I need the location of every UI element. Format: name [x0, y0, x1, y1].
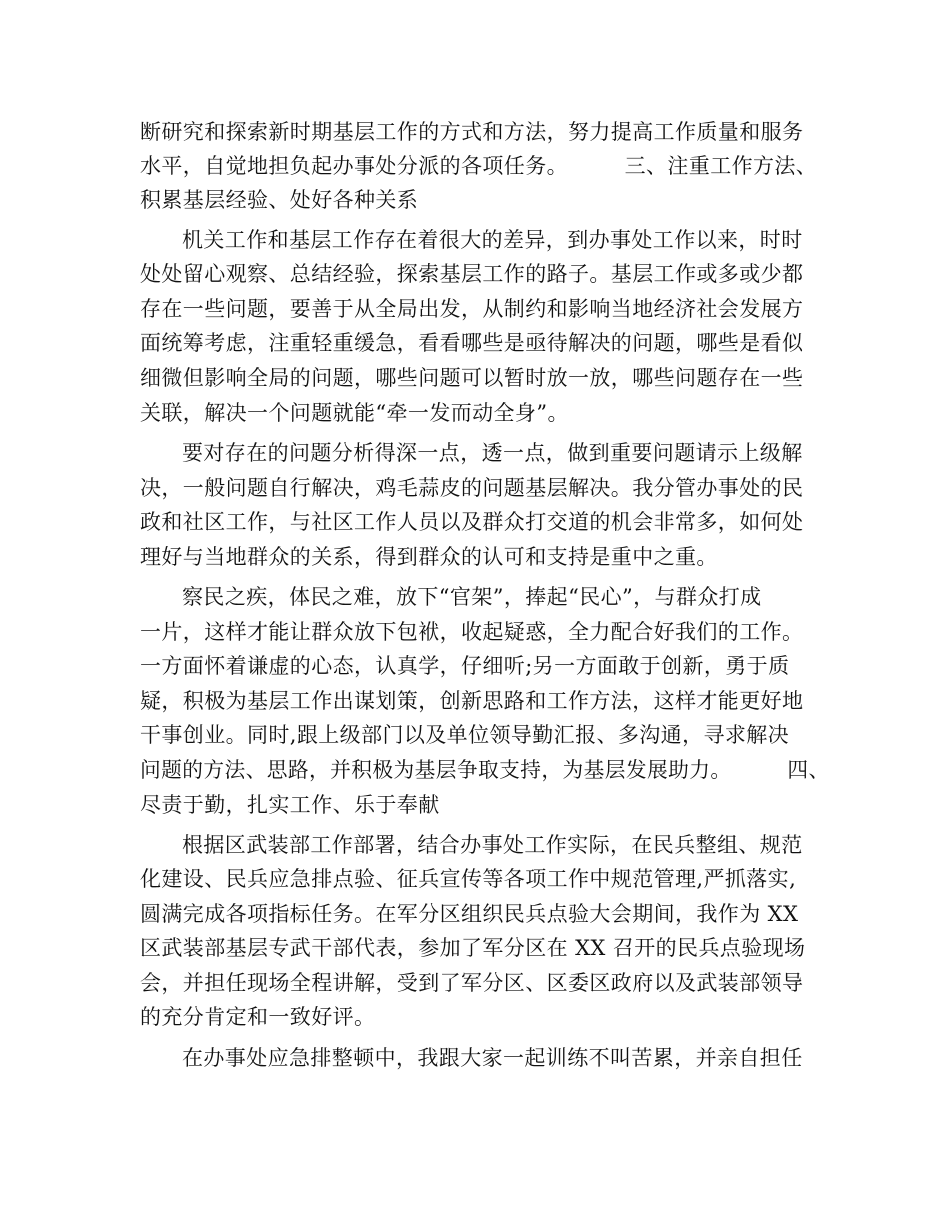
section-heading-line: 尽责于勤，扎实工作、乐于奉献	[140, 793, 440, 817]
text-line: 断研究和探索新时期基层工作的方式和方法，努力提高工作质量和服务	[140, 120, 804, 144]
text-line: 的充分肯定和一致好评。	[140, 1005, 376, 1029]
text-line: 会，并担任现场全程讲解，受到了军分区、区委区政府以及武装部领导	[140, 971, 804, 995]
paragraph-first-line: 要对存在的问题分析得深一点，透一点，做到重要问题请示上级解	[182, 441, 803, 465]
text-line: 存在一些问题，要善于从全局出发，从制约和影响当地经济社会发展方	[140, 297, 804, 321]
text-line: 一方面怀着谦虚的心态，认真学，仔细听;另一方面敢于创新，勇于质	[140, 654, 790, 678]
section-heading-line: 积累基层经验、处好各种关系	[140, 188, 419, 212]
text-line: 决，一般问题自行解决，鸡毛蒜皮的问题基层解决。我分管办事处的民	[140, 476, 804, 500]
text-line: 疑，积极为基层工作出谋划策，创新思路和工作方法，这样才能更好地	[140, 689, 804, 713]
text-line: 处处留心观察、总结经验，探索基层工作的路子。基层工作或多或少都	[140, 262, 804, 286]
text-line: 细微但影响全局的问题，哪些问题可以暂时放一放，哪些问题存在一些	[140, 366, 804, 390]
text-line: 面统筹考虑，注重轻重缓急，看看哪些是亟待解决的问题，哪些是看似	[140, 331, 804, 355]
paragraph-first-line: 察民之疾，体民之难，放下“官架”，捧起“民心”，与群众打成	[182, 585, 762, 609]
text-line: 理好与当地群众的关系，得到群众的认可和支持是重中之重。	[140, 545, 718, 569]
text-line: 区武装部基层专武干部代表，参加了军分区在 XX 召开的民兵点验现场	[140, 936, 806, 960]
text-line: 政和社区工作，与社区工作人员以及群众打交道的机会非常多，如何处	[140, 510, 804, 534]
paragraph-first-line: 机关工作和基层工作存在着很大的差异，到办事处工作以来，时时	[182, 228, 803, 252]
paragraph-first-line: 根据区武装部工作部署，结合办事处工作实际，在民兵整组、规范	[182, 833, 803, 857]
text-line: 圆满完成各项指标任务。在军分区组织民兵点验大会期间，我作为 XX	[140, 902, 799, 926]
paragraph-first-line: 在办事处应急排整顿中，我跟大家一起训练不叫苦累，并亲自担任	[182, 1046, 803, 1070]
text-line: 问题的方法、思路，并积极为基层争取支持，为基层发展助力。 四、	[140, 758, 830, 782]
text-line: 一片，这样才能让群众放下包袱，收起疑惑，全力配合好我们的工作。	[140, 620, 804, 644]
text-line: 关联，解决一个问题就能“牵一发而动全身”。	[140, 401, 569, 425]
text-line: 干事创业。同时,跟上级部门以及单位领导勤汇报、多沟通，寻求解决	[140, 723, 790, 747]
text-line: 水平，自觉地担负起办事处分派的各项任务。 三、注重工作方法、	[140, 154, 818, 178]
text-line: 化建设、民兵应急排点验、征兵宣传等各项工作中规范管理,严抓落实,	[140, 867, 797, 891]
